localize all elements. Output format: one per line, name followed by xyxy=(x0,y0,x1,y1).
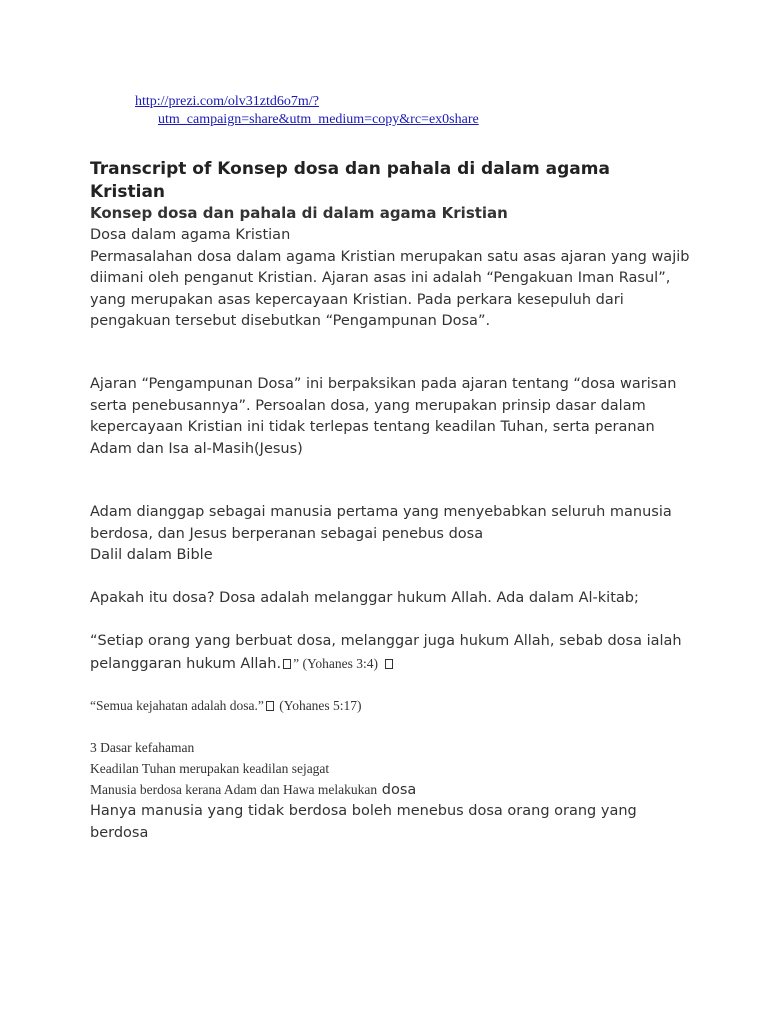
page-title: Transcript of Konsep dosa dan pahala di dalam agama Kristian xyxy=(90,159,610,202)
missing-glyph-icon xyxy=(283,659,291,669)
dasar-section xyxy=(90,737,690,801)
missing-glyph-icon xyxy=(266,701,274,711)
prezi-link-line1[interactable]: http://prezi.com/olv31ztd6o7m/? xyxy=(135,94,319,109)
missing-glyph-icon xyxy=(385,659,393,669)
quote-2 xyxy=(90,695,690,716)
quote-1 xyxy=(90,631,690,675)
paragraph-1 xyxy=(90,225,690,333)
quote-1-text: “Setiap orang yang berbuat dosa, melanggar juga hukum Allah, sebab dosa ialah pelanggaran hukum Allah. xyxy=(90,633,682,672)
dasar-heading: 3 Dasar kefahaman xyxy=(90,740,195,755)
section-heading-dosa: Dosa dalam agama Kristian xyxy=(90,227,291,243)
dalil-heading: Dalil dalam Bible xyxy=(90,547,213,563)
paragraph-1-body: Permasalahan dosa dalam agama Kristian merupakan satu asas ajaran yang wajib diimani oleh penganut Kristian. Ajaran asas ini adalah “Pengakuan Iman Rasul”, yang merupakan asas kepercayaan Kristian. Pada perkara kesepuluh dari pengakuan tersebut disebutkan “Pengampunan Dosa”. xyxy=(90,248,690,329)
dasar-line-2-sans: dosa xyxy=(377,782,417,798)
paragraph-2: Ajaran “Pengampunan Dosa” ini berpaksikan pada ajaran tentang “dosa warisan serta penebusannya”. Persoalan dosa, yang merupakan prinsip dasar dalam kepercayaan Kristian ini tidak terlepas tentang keadilan Tuhan, serta peranan Adam dan Isa al-Masih(Jesus) xyxy=(90,376,677,457)
dasar-line-3: Hanya manusia yang tidak berdosa boleh menebus dosa orang orang yang berdosa xyxy=(90,803,637,841)
quote-2-text: “Semua kejahatan adalah dosa.” xyxy=(90,698,264,713)
dasar-line-2 xyxy=(90,779,690,801)
subtitle: Konsep dosa dan pahala di dalam agama Kristian xyxy=(90,204,508,222)
dasar-line-1: Keadilan Tuhan merupakan keadilan sejagat xyxy=(90,761,330,776)
prezi-link-line2[interactable]: utm_campaign=share&utm_medium=copy&rc=ex0share xyxy=(158,112,479,127)
paragraph-4: Apakah itu dosa? Dosa adalah melanggar hukum Allah. Ada dalam Al-kitab; xyxy=(90,590,639,606)
quote-1-ref: ” (Yohanes 3:4) xyxy=(293,655,378,671)
paragraph-3 xyxy=(90,502,690,567)
quote-2-ref: (Yohanes 5:17) xyxy=(275,698,362,713)
paragraph-3-body: Adam dianggap sebagai manusia pertama yang menyebabkan seluruh manusia berdosa, dan Jesus berperanan sebagai penebus dosa xyxy=(90,504,672,542)
dasar-line-2-serif: Manusia berdosa kerana Adam dan Hawa melakukan xyxy=(90,782,378,797)
